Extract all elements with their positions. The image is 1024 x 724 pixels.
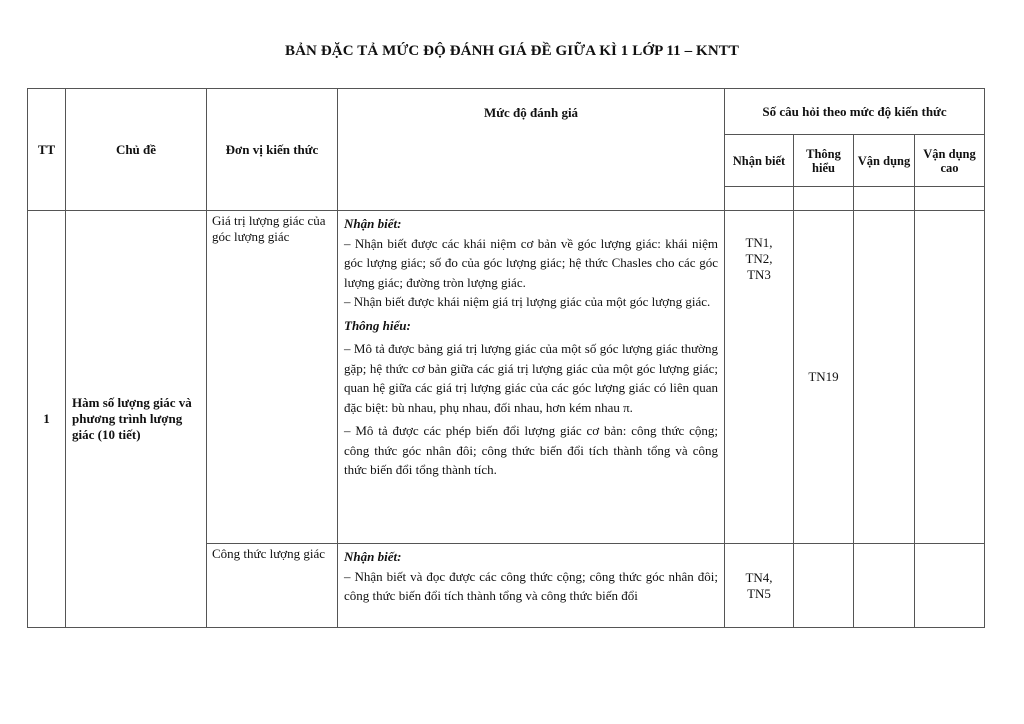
recognize-label: Nhận biết: — [344, 549, 402, 564]
question-code: TN3 — [747, 267, 771, 282]
apply-high-questions — [915, 211, 985, 544]
unit-cell: Giá trị lượng giác của góc lượng giác — [207, 211, 338, 544]
page-title: BẢN ĐẶC TẢ MỨC ĐỘ ĐÁNH GIÁ ĐỀ GIỮA KÌ 1 LỚP 11 – KNTT — [285, 43, 739, 59]
table-row — [28, 211, 985, 544]
header-tt: TT — [28, 89, 66, 211]
recognize-questions — [725, 544, 794, 628]
header-blank-cell — [854, 187, 915, 211]
recognize-label: Nhận biết: — [344, 216, 402, 231]
header-unit: Đơn vị kiến thức — [207, 89, 338, 211]
header-apply-high: Vận dụng cao — [915, 135, 985, 187]
question-code: TN4, — [745, 570, 773, 585]
recognize-item: – Nhận biết và đọc được các công thức cộng; công thức góc nhân đôi; công thức biến đổi tích thành tổng và công thức biến đổi — [344, 568, 718, 603]
question-code: TN1, — [745, 235, 773, 250]
question-code: TN2, — [745, 251, 773, 266]
header-understand: Thông hiểu — [794, 135, 854, 187]
apply-high-questions — [915, 544, 985, 628]
understand-item: – Mô tả được các phép biến đổi lượng giác cơ bản: công thức cộng; công thức góc nhân đôi; công thức biến đổi tích thành tổng và công thức biến đổi tổng thành tích. — [344, 423, 718, 477]
topic-cell: Hàm số lượng giác và phương trình lượng giác (10 tiết) — [66, 211, 207, 628]
header-recognize: Nhận biết — [725, 135, 794, 187]
header-questions: Số câu hỏi theo mức độ kiến thức — [725, 89, 985, 135]
recognize-item: – Nhận biết được khái niệm giá trị lượng giác của một góc lượng giác. — [344, 294, 711, 309]
header-level: Mức độ đánh giá — [338, 89, 725, 211]
level-description — [338, 211, 725, 544]
header-blank-cell — [794, 187, 854, 211]
apply-questions — [854, 544, 915, 628]
header-apply: Vận dụng — [854, 135, 915, 187]
assessment-table — [27, 88, 985, 628]
understand-questions — [794, 544, 854, 628]
header-blank-cell — [915, 187, 985, 211]
recognize-item: – Nhận biết được các khái niệm cơ bản về góc lượng giác: khái niệm góc lượng giác; số đo của góc lượng giác; hệ thức Chasles cho các góc lượng giác; đường tròn lượng giác. — [344, 235, 718, 290]
understand-questions: TN19 — [794, 211, 854, 544]
header-blank-cell — [725, 187, 794, 211]
apply-questions — [854, 211, 915, 544]
level-description — [338, 544, 725, 628]
unit-cell: Công thức lượng giác — [207, 544, 338, 628]
header-topic: Chủ đề — [66, 89, 207, 211]
understand-item: – Mô tả được bảng giá trị lượng giác của một số góc lượng giác thường gặp; hệ thức cơ bản giữa các giá trị lượng giác của một góc lượng giác; quan hệ giữa các giá trị lượng giác của các góc lượng giác có liên quan đặc biệt: bù nhau, phụ nhau, đối nhau, hơn kém nhau π. — [344, 341, 718, 415]
row-number: 1 — [28, 211, 66, 628]
question-code: TN5 — [747, 586, 771, 601]
recognize-questions — [725, 211, 794, 544]
understand-label: Thông hiểu: — [344, 317, 411, 333]
